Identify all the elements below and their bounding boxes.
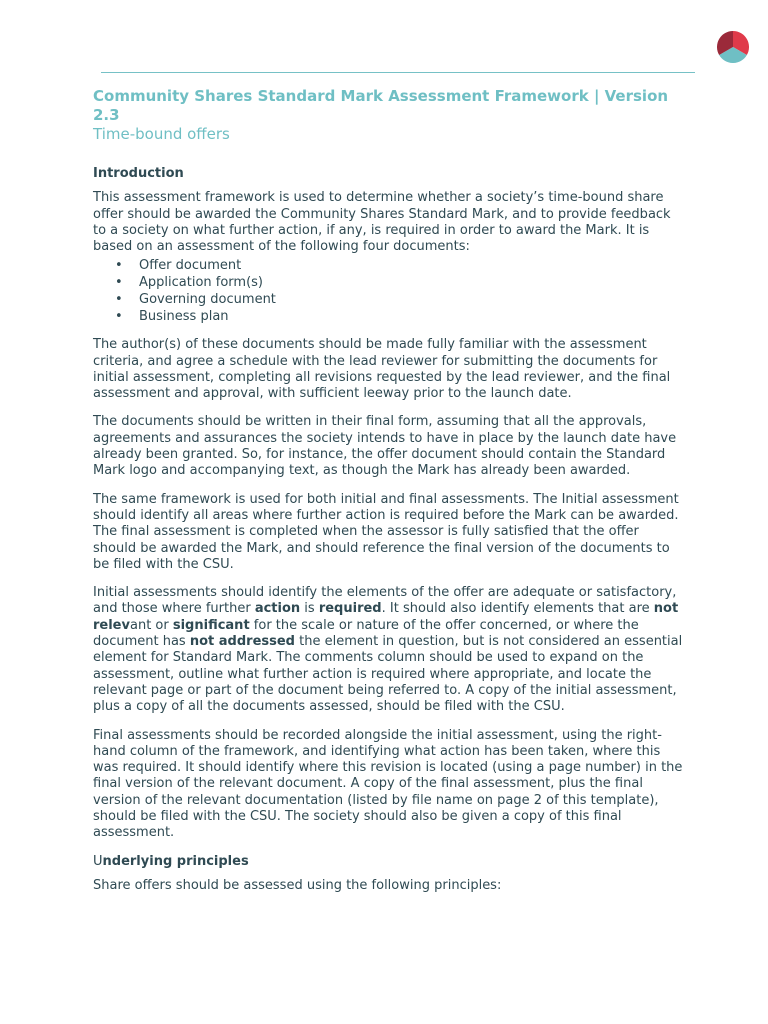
- list-item: • Application form(s): [115, 275, 263, 291]
- underlying-principles-heading: Underlying principles: [93, 853, 249, 869]
- documents-list: [93, 258, 683, 325]
- bullet-icon: •: [115, 258, 123, 274]
- intro-paragraph-6: Final assessments should be recorded alongside the initial assessment, using the right-hand column of the framework, and identifying what action has been taken, where this was required. It should identify where this revision is located (using a page number) in the final version of the relevant document. A copy of the final assessment, plus the final version of the relevant documentation (listed by file name on page 2 of this template), should be filed with the CSU. The society should also be given a copy of this final assessment.: [93, 727, 683, 841]
- introduction-heading: Introduction: [93, 166, 184, 181]
- intro-paragraph-3: The documents should be written in their final form, assuming that all the approvals, agreements and assurances the society intends to have in place by the launch date have already been granted. So, for instance, the offer document should contain the Standard Mark logo and accompanying text, as though the Mark has already been awarded.: [93, 414, 677, 479]
- intro-paragraph-4: The same framework is used for both initial and final assessments. The Initial assessment should identify all areas where further action is required before the Mark can be awarded. The final assessment is completed when the assessor is fully satisfied that the offer should be awarded the Mark, and should reference the final version of the documents to be filed with the CSU.: [93, 491, 679, 572]
- list-item: • Business plan: [115, 308, 229, 324]
- intro-paragraph-1: This assessment framework is used to determine whether a society’s time-bound share offer should be awarded the Community Shares Standard Mark, and to provide feedback to a society on what further action, if any, is required in order to award the Mark. It is based on an assessment of the following four documents:: [93, 190, 671, 255]
- document-title: Community Shares Standard Mark Assessment Framework | Version 2.3: [93, 87, 669, 124]
- principles-intro: Share offers should be assessed using the following principles:: [93, 877, 502, 893]
- intro-paragraph-2: The author(s) of these documents should be made fully familiar with the assessment criteria, and agree a schedule with the lead reviewer for submitting the documents for initial assessment, completing all revisions requested by the lead reviewer, and the final assessment and approval, with sufficient leeway prior to the launch date.: [93, 337, 671, 402]
- bullet-icon: •: [115, 275, 123, 291]
- header-rule: [101, 72, 695, 73]
- bullet-icon: •: [115, 308, 123, 324]
- community-shares-logo-icon: [717, 31, 749, 63]
- document-body: [93, 87, 683, 894]
- bullet-icon: •: [115, 291, 123, 307]
- intro-paragraph-5: Initial assessments should identify the elements of the offer are adequate or satisfactory, and those where further action is required. It should also identify elements that are not relevant or significant for the scale or nature of the offer concerned, or where the document has not addressed the element in question, but is not considered an essential element for Standard Mark. The comments column should be used to expand on the assessment, outline what further action is required where appropriate, and locate the relevant page or part of the document being referred to. A copy of the initial assessment, plus a copy of all the documents assessed, should be filed with the CSU.: [93, 585, 683, 715]
- list-item: • Offer document: [115, 258, 242, 274]
- list-item: • Governing document: [115, 291, 276, 307]
- document-subtitle: Time-bound offers: [93, 125, 230, 143]
